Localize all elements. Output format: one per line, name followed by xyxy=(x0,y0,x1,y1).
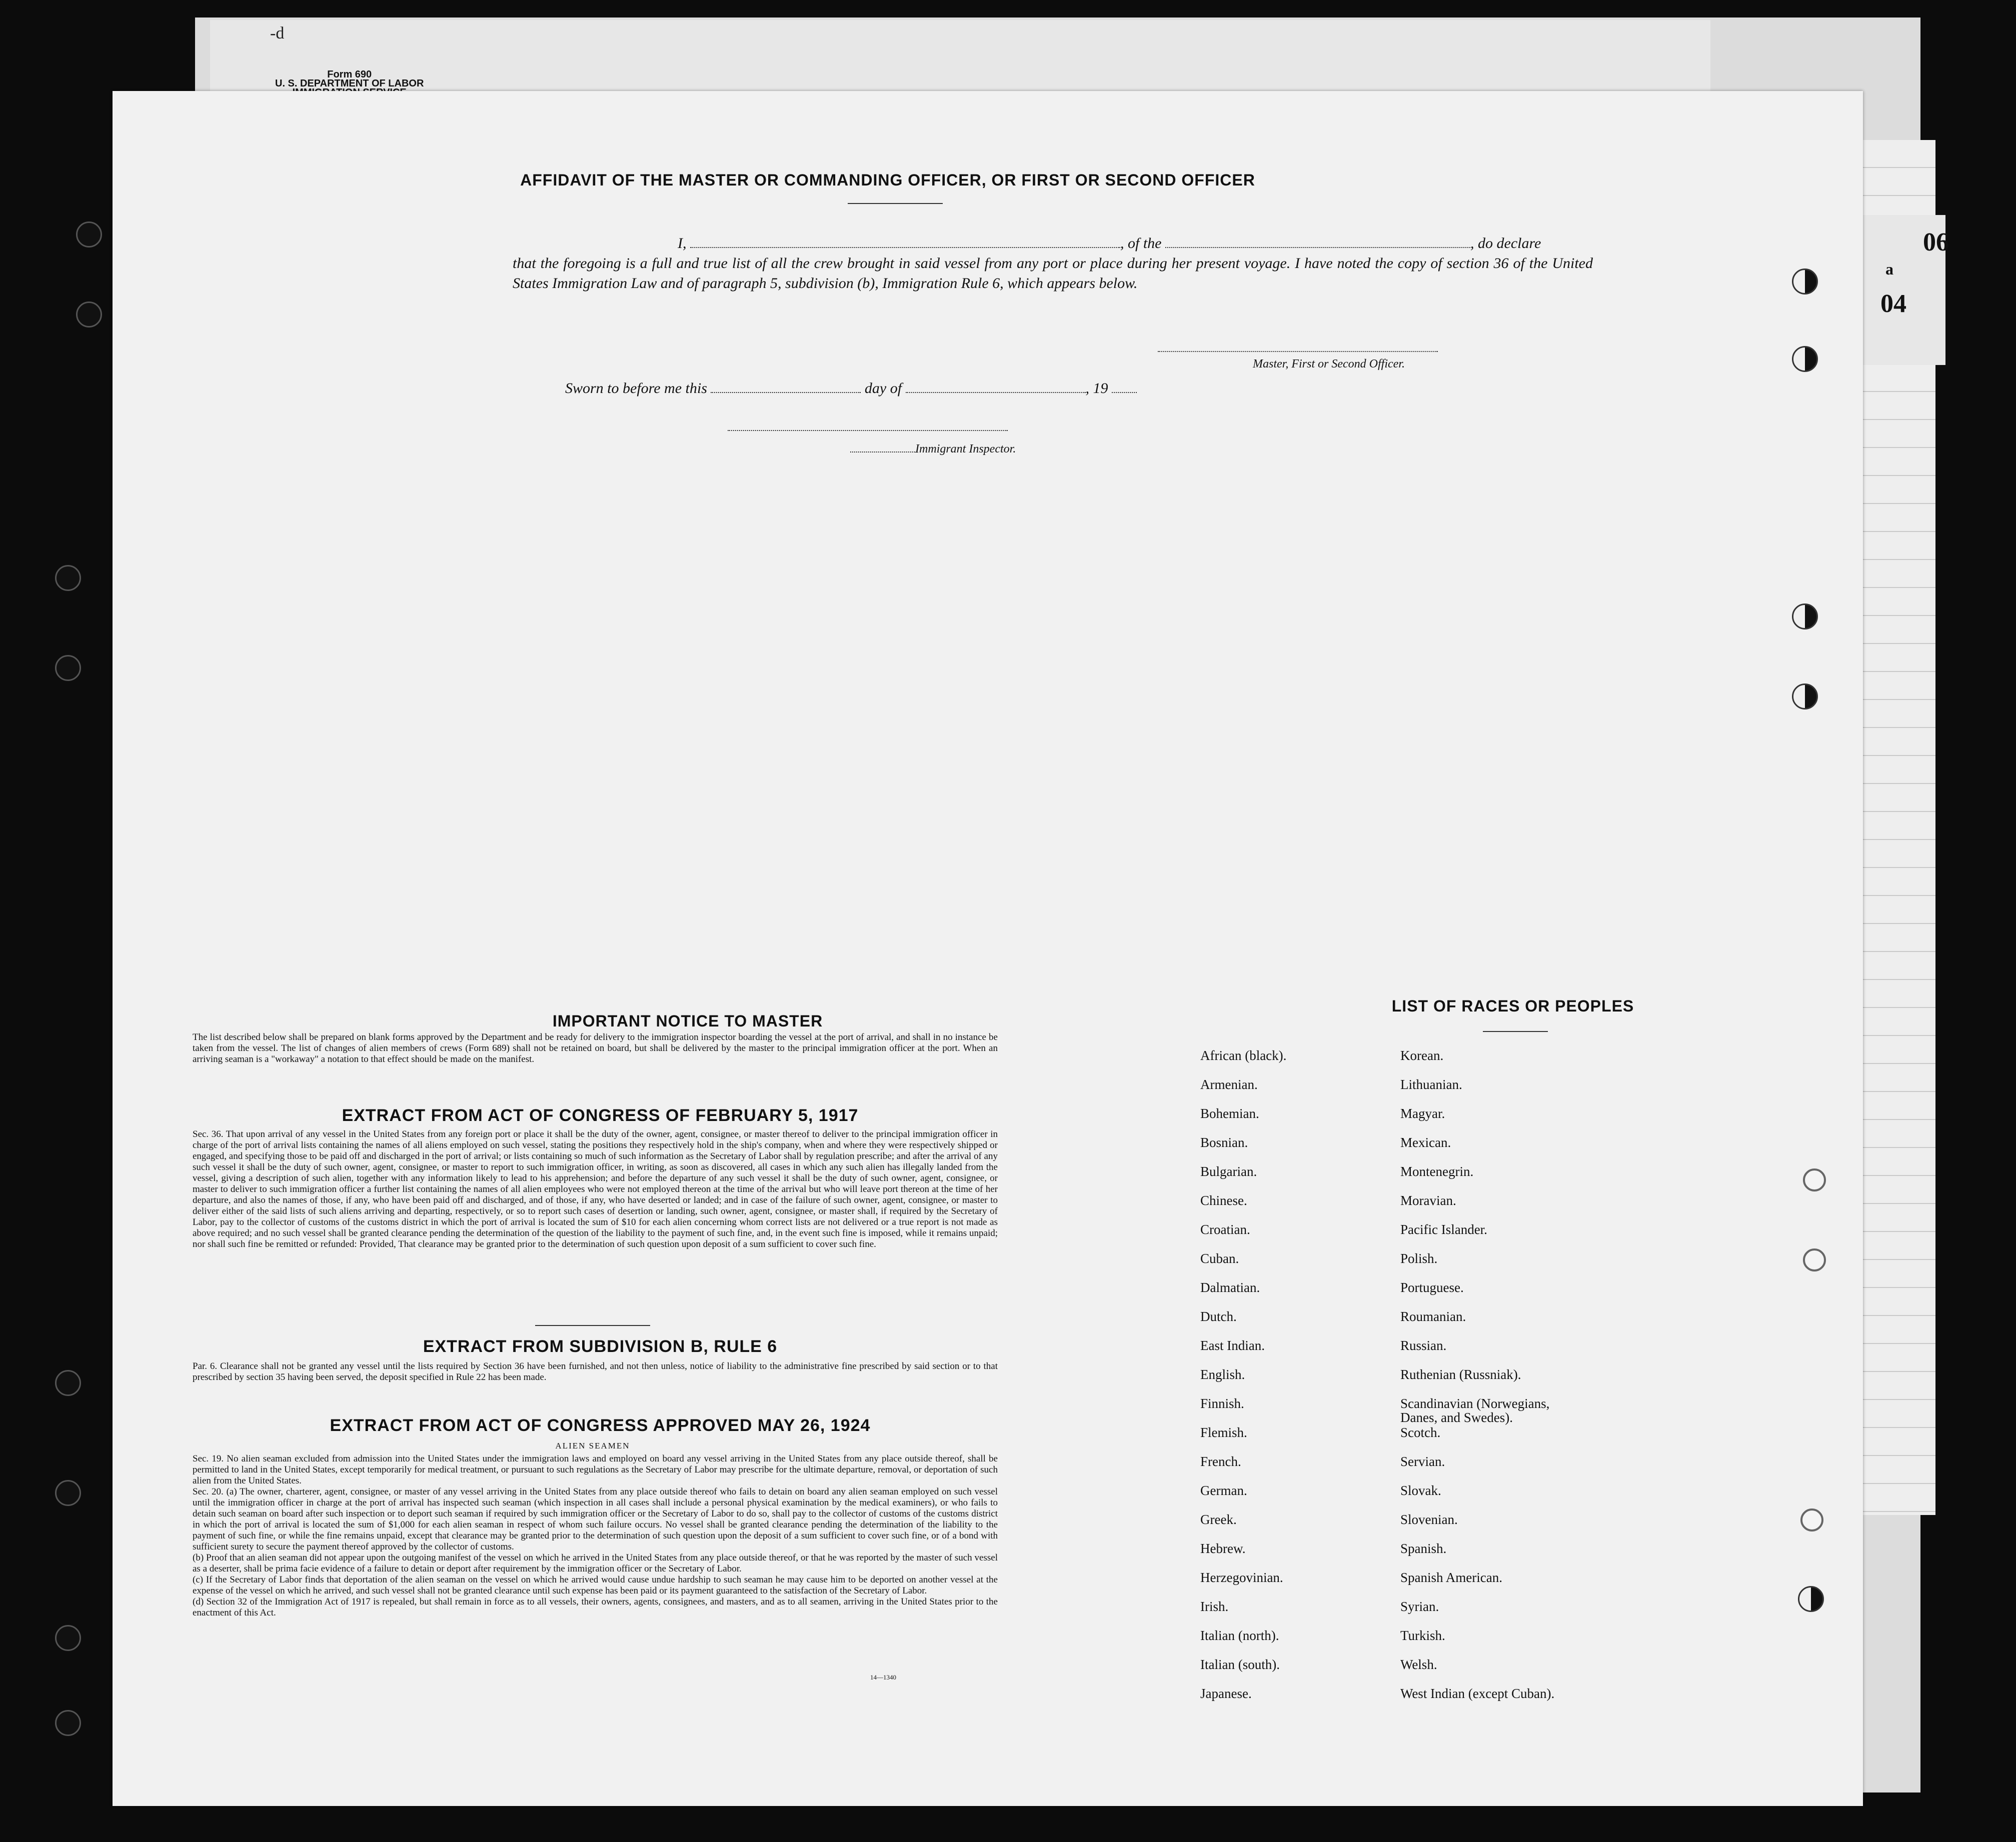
race-item: Spanish. xyxy=(1400,1541,1447,1556)
races-left-column xyxy=(1200,1048,1286,1716)
side-number-bottom: 04 xyxy=(1880,290,1906,318)
binder-hole xyxy=(76,222,102,248)
race-item: Roumanian. xyxy=(1400,1309,1466,1324)
race-item: Korean. xyxy=(1400,1048,1444,1063)
sec-20a: Sec. 20. (a) The owner, charterer, agent, consignee, or master of any vessel arriving in the United States from any place outside thereof who fails to detain on board any alien seaman employed on such vessel until the immigration officer in charge at the port of arrival has inspected such seaman (which inspection in all cases shall include a personal physical examination by the medical examiners), or who fails to detain such seaman on board after such inspection or to deport such seaman if required by such immigration officer or the Secretary of Labor to do so, shall pay to the collector of customs of the customs district in which the port of arrival is located the sum of $1,000 for each alien seaman in respect of whom such failure occurs. No vessel shall be granted clearance pending the determination of the liability to the payment of such fine, or while the fine remains unpaid, except that clearance may be granted prior to the determination of such question upon the deposit of a sum sufficient to cover such fine, or of a bond with sufficient surety to secure the payment thereof approved by the collector of customs. xyxy=(193,1486,998,1552)
corner-mark: -d xyxy=(270,24,285,42)
binder-hole xyxy=(1792,604,1818,630)
race-item: Ruthenian (Russniak). xyxy=(1400,1367,1521,1382)
sec-20b: (b) Proof that an alien seaman did not appear upon the outgoing manifest of the vessel on which he arrived in the United States from any place outside thereof, or that he was reported by the master of such vessel as a deserter, shall be prima facie evidence of a failure to detain or deport after requirement by the immigration officer or the Secretary of Labor. xyxy=(193,1552,998,1574)
race-item: Lithuanian. xyxy=(1400,1077,1462,1092)
race-item: Scandinavian (Norwegians, Danes, and Swedes). xyxy=(1400,1396,1550,1425)
sworn-label: Sworn to before me this xyxy=(565,380,707,396)
race-item: Syrian. xyxy=(1400,1599,1439,1614)
binder-hole xyxy=(1792,346,1818,372)
section-rule xyxy=(535,1325,650,1326)
race-item: Japanese. xyxy=(1200,1686,1252,1701)
inspector-label xyxy=(850,442,1016,456)
extract-1917-title: EXTRACT FROM ACT OF CONGRESS OF FEBRUARY 5, 1917 xyxy=(342,1106,859,1125)
declaration-block xyxy=(513,234,1593,294)
race-item: Pacific Islander. xyxy=(1400,1222,1487,1237)
race-item: Polish. xyxy=(1400,1251,1438,1266)
master-signature-label: Master, First or Second Officer. xyxy=(1253,358,1405,370)
race-item: African (black). xyxy=(1200,1048,1287,1063)
binder-hole xyxy=(1803,1248,1826,1272)
race-item: Armenian. xyxy=(1200,1077,1258,1092)
rule6-title: EXTRACT FROM SUBDIVISION B, RULE 6 xyxy=(423,1337,778,1356)
race-item: Montenegrin. xyxy=(1400,1164,1474,1179)
inspector-label-text: Immigrant Inspector. xyxy=(915,442,1016,456)
sworn-year-field[interactable] xyxy=(1112,392,1137,393)
race-item: Turkish. xyxy=(1400,1628,1445,1643)
binder-hole xyxy=(76,302,102,328)
race-item: Herzegovinian. xyxy=(1200,1570,1283,1585)
race-item: Italian (north). xyxy=(1200,1628,1279,1643)
declaration-body: that the foregoing is a full and true list of all the crew brought in said vessel from any port or place during her present voyage. I have noted the copy of section 36 of the United States Immigration Law and of paragraph 5, subdivision (b), Immigration Rule 6, which appears below. xyxy=(513,255,1593,292)
race-item: Bohemian. xyxy=(1200,1106,1259,1121)
race-item: Moravian. xyxy=(1400,1193,1456,1208)
race-item: Croatian. xyxy=(1200,1222,1250,1237)
race-item: Cuban. xyxy=(1200,1251,1239,1266)
sec-19: Sec. 19. No alien seaman excluded from admission into the United States under the immigration laws and employed on board any vessel arriving in the United States from any place outside thereof, shall be permitted to land in the United States, except temporarily for medical treatment, or pursuant to such regulations as the Secretary of Labor may prescribe for the ultimate departure, removal, or deportation of such alien from the United States. xyxy=(193,1454,998,1486)
notice-body: The list described below shall be prepared on blank forms approved by the Department and be ready for delivery to the immigration inspector boarding the vessel at the port of arrival, and shall in no instance be taken from the vessel. The list of changes of alien members of crews (Form 689) shall not be retained on board, but shall be delivered by the master to the principal immigration officer at the port. When an arriving seaman is a "workaway" a notation to that effect should be made on the manifest. xyxy=(193,1032,998,1064)
race-item: Dalmatian. xyxy=(1200,1280,1260,1295)
binder-hole xyxy=(55,655,81,681)
race-item: Mexican. xyxy=(1400,1135,1451,1150)
race-item: Chinese. xyxy=(1200,1193,1247,1208)
race-item: Servian. xyxy=(1400,1454,1445,1469)
form-number: Form 690 xyxy=(327,69,372,80)
extract-1924-title: EXTRACT FROM ACT OF CONGRESS APPROVED MAY 26, 1924 xyxy=(330,1416,871,1435)
race-item: West Indian (except Cuban). xyxy=(1400,1686,1555,1701)
side-number-top: 06 xyxy=(1923,228,1949,256)
race-item: Slovak. xyxy=(1400,1483,1441,1498)
declaration-line xyxy=(513,234,1593,254)
affidavit-page xyxy=(113,91,1863,1806)
alien-seamen-subtitle: ALIEN SEAMEN xyxy=(555,1441,630,1450)
of-the-label: , of the xyxy=(1120,235,1162,252)
binder-hole xyxy=(55,1370,81,1396)
day-of-label: day of xyxy=(864,380,902,396)
title-rule xyxy=(848,203,943,204)
sec-20c: (c) If the Secretary of Labor finds that deportation of the alien seaman on the vessel on which he arrived would cause undue hardship to such seaman he may cause him to be deported on another vessel at the expense of the vessel on which he arrived, and such vessel shall not be granted clearance until such expense has been paid or its payment guaranteed to the satisfaction of the Secretary of Labor. xyxy=(193,1574,998,1596)
back-sheet-top-strip xyxy=(210,20,1710,92)
extract-1924-body xyxy=(193,1454,998,1618)
binder-hole xyxy=(55,565,81,591)
declare-i: I, xyxy=(678,235,687,252)
binder-hole xyxy=(55,1625,81,1651)
race-item: Portuguese. xyxy=(1400,1280,1464,1295)
race-item: Bosnian. xyxy=(1200,1135,1248,1150)
binder-hole xyxy=(55,1710,81,1736)
vessel-field[interactable] xyxy=(1165,247,1470,248)
race-item: Russian. xyxy=(1400,1338,1447,1353)
race-item: Scotch. xyxy=(1400,1425,1441,1440)
sworn-date-field[interactable] xyxy=(711,392,861,393)
binder-hole xyxy=(1792,684,1818,710)
race-item: Spanish American. xyxy=(1400,1570,1502,1585)
race-item: Finnish. xyxy=(1200,1396,1244,1411)
master-signature-field[interactable] xyxy=(1158,351,1438,352)
race-item: Italian (south). xyxy=(1200,1657,1280,1672)
form-department: U. S. DEPARTMENT OF LABOR xyxy=(275,78,424,89)
race-item: Magyar. xyxy=(1400,1106,1445,1121)
races-title: LIST OF RACES OR PEOPLES xyxy=(1391,997,1634,1015)
affidavit-title: AFFIDAVIT OF THE MASTER OR COMMANDING OFFICER, OR FIRST OR SECOND OFFICER xyxy=(520,171,1255,189)
inspector-signature-field[interactable] xyxy=(728,430,1008,431)
binder-hole xyxy=(1792,268,1818,294)
extract-1917-body: Sec. 36. That upon arrival of any vessel in the United States from any foreign port or place it shall be the duty of the owner, agent, consignee, or master thereof to deliver to the principal immigration officer in charge of the port of arrival lists containing the names of all aliens employed on such vessel, stating the positions they respectively hold in the ship's company, when and where they were respectively shipped or engaged, and specifying those to be paid off and discharged in the port of arrival; or lists containing so much of such information as the Secretary of Labor shall by regulation prescribe; and after the arrival of any such vessel it shall be the duty of such owner, agent, consignee, or master to report to such immigration officer, in writing, as soon as discovered, all cases in which any such alien has illegally landed from the vessel, giving a description of such alien, together with any information likely to lead to his apprehension; and before the departure of any such vessel it shall be the duty of such owner, agent, consignee, or master to deliver to such immigration officer a further list containing the names of all alien employees who were not employed thereon at the time of the arrival but who will leave port thereon at the time of her departure, and also the names of those, if any, who have been paid off and discharged, and of those, if any, who have deserted or landed; and in case of the failure of such owner, agent, consignee, or master to deliver either of the said lists of such aliens arriving and departing, respectively, or so to report such cases of desertion or landing, such owner, agent, consignee, or master shall, if required by the Secretary of Labor, pay to the collector of customs of the customs district in which the port of arrival is located the sum of $10 for each alien concerning whom correct lists are not delivered or a true report is not made as above required; and no such vessel shall be granted clearance pending the determination of the question of the liability to the payment of such fine, and, in the event such fine is imposed, while it remains unpaid; nor shall such fine be remitted or refunded: Provided, That clearance may be granted prior to the determination of such question upon deposit of a sum sufficient to cover such fine. xyxy=(193,1129,998,1250)
race-item: East Indian. xyxy=(1200,1338,1265,1353)
year-label: , 19 xyxy=(1085,380,1108,396)
race-item: English. xyxy=(1200,1367,1245,1382)
race-item: Slovenian. xyxy=(1400,1512,1458,1527)
races-right-column xyxy=(1400,1048,1554,1716)
race-item: Bulgarian. xyxy=(1200,1164,1257,1179)
race-item: Hebrew. xyxy=(1200,1541,1246,1556)
race-item: Irish. xyxy=(1200,1599,1229,1614)
sworn-month-field[interactable] xyxy=(906,392,1086,393)
race-item: German. xyxy=(1200,1483,1247,1498)
binder-hole xyxy=(1798,1586,1824,1612)
race-item: French. xyxy=(1200,1454,1241,1469)
binder-hole xyxy=(1800,1508,1823,1532)
race-item: Flemish. xyxy=(1200,1425,1247,1440)
side-letter: a xyxy=(1885,260,1893,278)
binder-hole xyxy=(1803,1168,1826,1192)
do-declare-label: , do declare xyxy=(1470,235,1541,252)
notice-title: IMPORTANT NOTICE TO MASTER xyxy=(552,1012,823,1030)
race-item: Dutch. xyxy=(1200,1309,1237,1324)
sworn-line xyxy=(565,380,1137,397)
races-title-rule xyxy=(1483,1031,1548,1032)
print-code: 14—1340 xyxy=(870,1674,896,1681)
binder-hole xyxy=(55,1480,81,1506)
sec-20d: (d) Section 32 of the Immigration Act of 1917 is repealed, but shall remain in force as to all vessels, their owners, agents, consignees, and masters, and as to all seamen, arriving in the United States prior to the enactment of this Act. xyxy=(193,1596,998,1618)
race-item: Greek. xyxy=(1200,1512,1237,1527)
rule6-body: Par. 6. Clearance shall not be granted any vessel until the lists required by Section 36 have been furnished, and not then unless, notice of liability to the administrative fine prescribed by said section or to that prescribed by section 35 having been served, the deposit specified in Rule 22 has been made. xyxy=(193,1361,998,1382)
name-field[interactable] xyxy=(690,247,1120,248)
race-item: Welsh. xyxy=(1400,1657,1437,1672)
